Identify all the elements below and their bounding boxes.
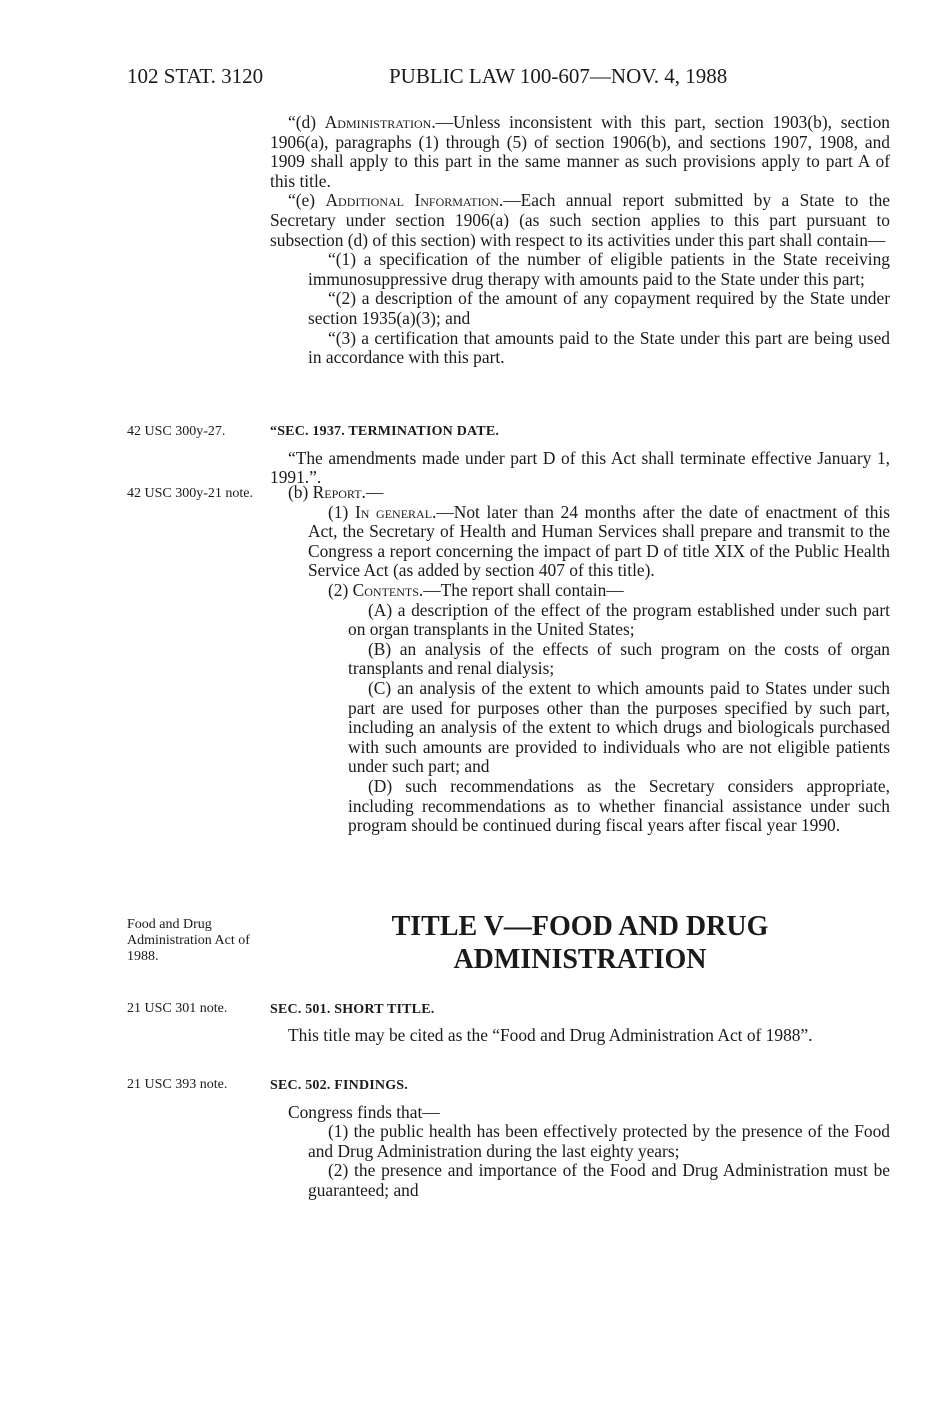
margin-note-301: 21 USC 301 note.	[127, 1001, 228, 1016]
title-v-heading	[270, 910, 890, 976]
margin-note-300y-21: 42 USC 300y-21 note.	[127, 486, 253, 501]
sec-502-heading: SEC. 502. FINDINGS.	[270, 1078, 408, 1093]
paragraph-e3: “(3) a certification that amounts paid to the State under this part are being used in accordance with this part.	[308, 327, 890, 368]
finding-2: (2) the presence and importance of the Food and Drug Administration must be guaranteed; and	[308, 1160, 890, 1200]
paragraph-e1: “(1) a specification of the number of eligible patients in the State receiving immunosuppressive drug therapy with amounts paid to the State under this part;	[308, 249, 890, 289]
margin-note-300y-27: 42 USC 300y-27.	[127, 424, 226, 439]
sec-502-intro: Congress finds that—	[288, 1101, 440, 1122]
report-item-a: (A) a description of the effect of the program established under such part on organ transplants in the United States;	[348, 599, 890, 640]
stat-page-number: 102 STAT. 3120	[127, 64, 264, 88]
sec-501-heading: SEC. 501. SHORT TITLE.	[270, 1002, 435, 1017]
sec-502	[270, 1076, 890, 1201]
sec-1937	[270, 422, 890, 488]
sec-501-text: This title may be cited as the “Food and Drug Administration Act of 1988”.	[288, 1024, 813, 1045]
report-item-c: (C) an analysis of the extent to which amounts paid to States under such part are used for purposes other than the purposes specified by such part, including an analysis of the extent to which drugs and biologicals purchased with such amounts are provided to individuals who are not eligible patients under such part; and	[348, 677, 890, 777]
report-item-b: (B) an analysis of the effects of such program on the costs of organ transplants and renal dialysis;	[348, 638, 890, 679]
subsection-e: “(e) Additional Information.—Each annual report submitted by a State to the Secretary under section 1906(a) (as such section applies to this part pursuant to subsection (d) of this section) with respect to its activities under this part shall contain—	[270, 190, 891, 250]
margin-note-393: 21 USC 393 note.	[127, 1077, 228, 1092]
sec-1937-text: “The amendments made under part D of this Act shall terminate effective January 1, 1991.”.	[270, 447, 890, 488]
public-law-citation: PUBLIC LAW 100-607—NOV. 4, 1988	[389, 64, 728, 88]
subsection-b-report: (b) Report.—	[288, 482, 384, 502]
title-v-line-1: TITLE V—FOOD AND DRUG	[391, 911, 769, 942]
sec-501	[270, 1000, 890, 1045]
report-paragraph-2: (2) Contents.—The report shall contain—	[328, 579, 624, 600]
paragraph-e2: “(2) a description of the amount of any copayment required by the State under section 1935(a)(3); and	[308, 288, 890, 328]
subsection-d: “(d) Administration.—Unless inconsistent with this part, section 1903(b), section 1906(a), paragraphs (1) through (5) of section 1906(b), and sections 1907, 1908, and 1909 shall apply to this part in the same manner as such provisions apply to part A of this title.	[270, 112, 890, 191]
report-section	[270, 483, 890, 836]
finding-1: (1) the public health has been effectively protected by the presence of the Food and Drug Administration during the last eighty years;	[308, 1121, 890, 1161]
report-paragraph-1: (1) In general.—Not later than 24 months after the date of enactment of this Act, the Secretary of Health and Human Services shall prepare and transmit to the Congress a report concerning the impact of part D of title XIX of the Public Health Service Act (as added by section 407 of this title).	[308, 501, 890, 581]
title-v-line-2: ADMINISTRATION	[453, 944, 707, 975]
subsections-d-e	[270, 113, 890, 368]
sec-1937-heading: “SEC. 1937. TERMINATION DATE.	[270, 424, 500, 439]
margin-note-fda-act: Food and Drug Administration Act of 1988.	[127, 917, 250, 964]
report-item-d: (D) such recommendations as the Secretary considers appropriate, including recommendations as to whether financial assistance under such program should be continued during fiscal years after fiscal year 1990.	[348, 775, 890, 836]
